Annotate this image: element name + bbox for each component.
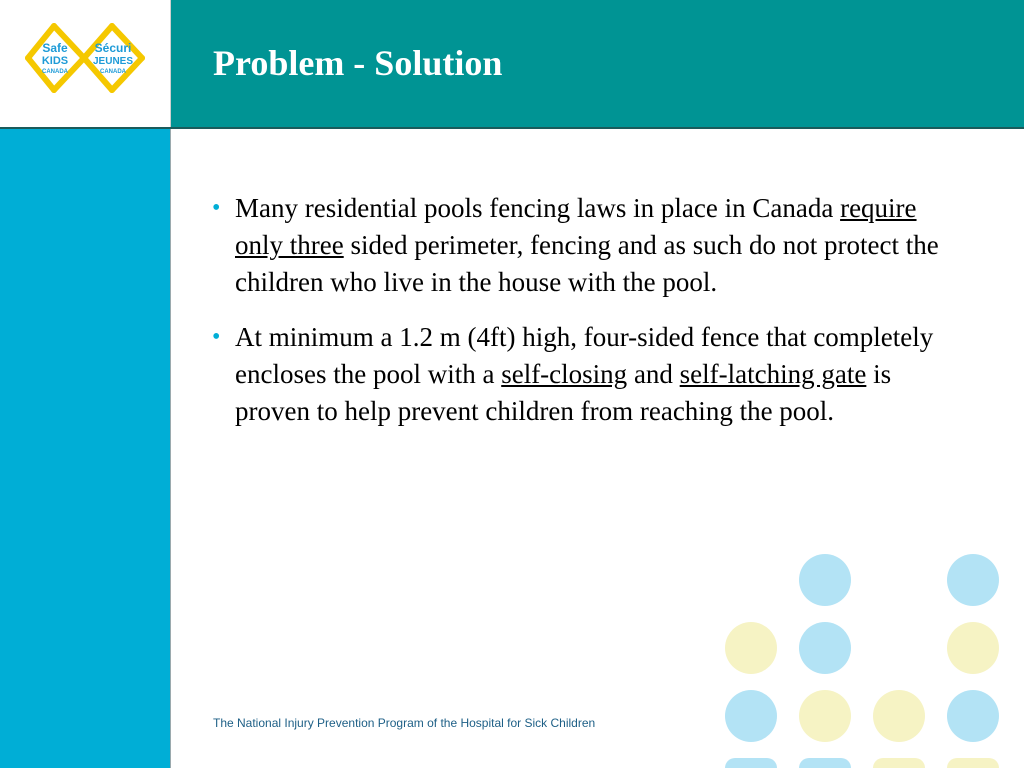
logo-text-safe: Safe xyxy=(42,41,68,55)
decorative-dot xyxy=(799,622,851,674)
slide-title: Problem - Solution xyxy=(213,43,503,83)
decorative-dot xyxy=(947,690,999,742)
logo-text-securi: Sécuri xyxy=(94,41,132,55)
decorative-dot xyxy=(725,622,777,674)
decorative-dot xyxy=(799,554,851,606)
bullet-marker: • xyxy=(212,324,221,350)
bullet-marker: • xyxy=(212,195,221,221)
logo-area xyxy=(0,0,171,127)
bullet-text: Many residential pools fencing laws in place in Canada xyxy=(235,193,841,223)
footer-text: The National Injury Prevention Program of the Hospital for Sick Children xyxy=(213,716,596,730)
decorative-dot xyxy=(725,690,777,742)
decorative-dot xyxy=(725,758,777,768)
decorative-dot xyxy=(799,758,851,768)
decorative-dot xyxy=(947,758,999,768)
bullet-text: At minimum a 1.2 m (4ft) high, four-sided fence that completely encloses the pool with a xyxy=(235,322,934,389)
logo-text-kids: KIDS xyxy=(41,55,69,67)
sidebar-band xyxy=(0,129,171,768)
decorative-dot xyxy=(873,758,925,768)
bullet-item xyxy=(212,190,942,301)
safe-kids-canada-logo-icon xyxy=(18,18,152,98)
decorative-dot xyxy=(947,554,999,606)
logo-text-canada-right: CANADA xyxy=(100,69,126,75)
decorative-dot xyxy=(799,690,851,742)
bullet-text: is proven to help prevent children from reaching the pool. xyxy=(235,359,892,426)
decorative-dot xyxy=(947,622,999,674)
underlined-phrase: self-closing xyxy=(501,359,628,389)
logo-text-canada-left: CANADA xyxy=(42,69,68,75)
logo-text-jeunes: JEUNES xyxy=(92,56,134,67)
bullet-text: and xyxy=(627,359,680,389)
underlined-phrase: self-latching gate xyxy=(679,359,867,389)
bullet-item xyxy=(212,319,942,430)
underlined-phrase: require only three xyxy=(235,193,917,260)
slide-body xyxy=(212,190,942,448)
bullet-text: sided perimeter, fencing and as such do not protect the children who live in the house with the pool. xyxy=(235,230,939,297)
decorative-dot xyxy=(873,690,925,742)
